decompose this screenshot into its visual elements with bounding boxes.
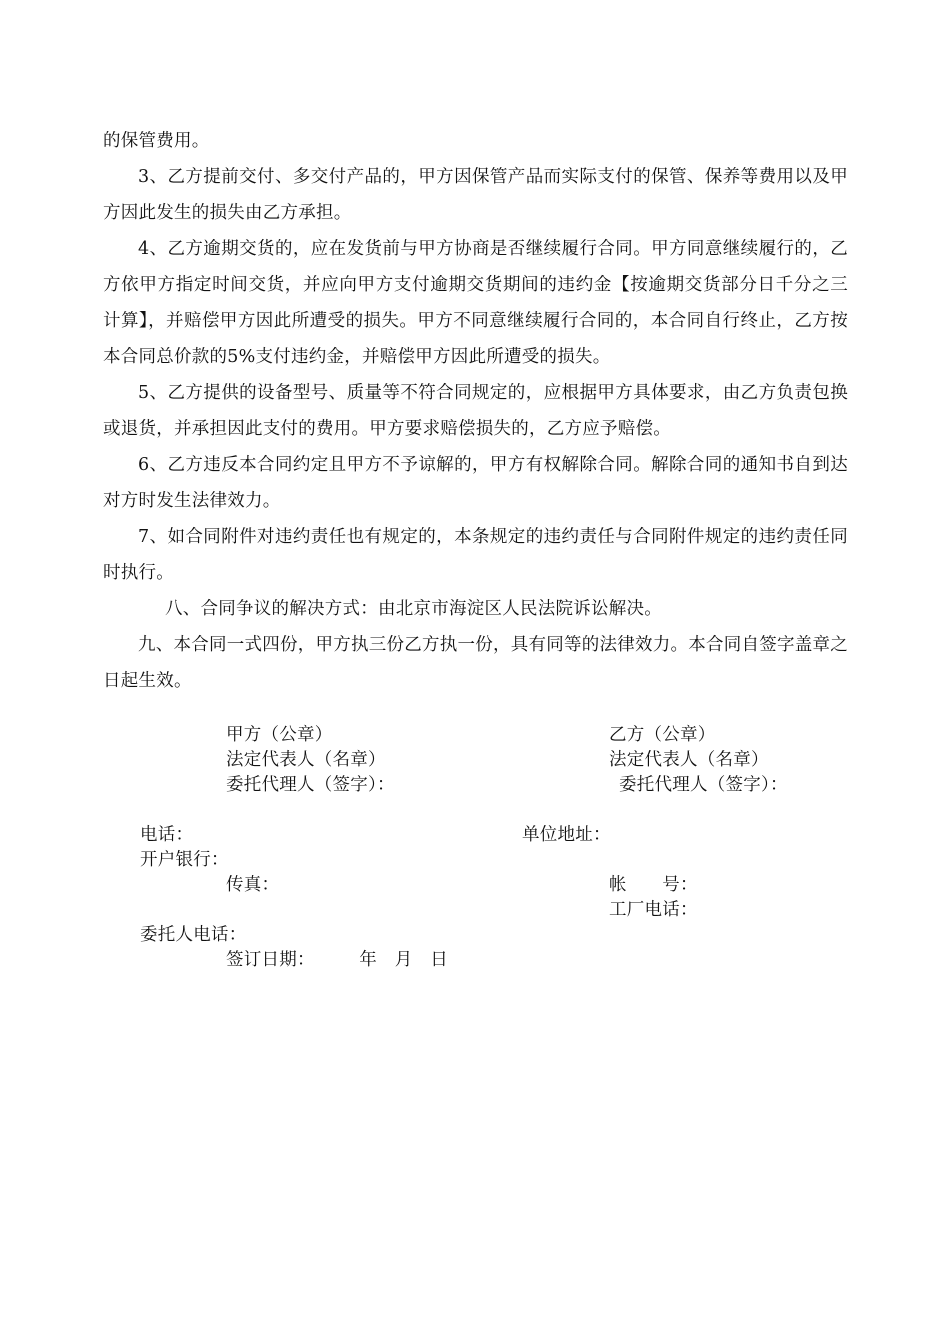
- clause-6-termination: 6、乙方违反本合同约定且甲方不予谅解的，甲方有权解除合同。解除合同的通知书自到达对方时发生法律效力。: [103, 455, 848, 511]
- clause-4-late-delivery: 4、乙方逾期交货的，应在发货前与甲方协商是否继续履行合同。甲方同意继续履行的，乙方依甲方指定时间交货，并应向甲方支付逾期交货期间的违约金【按逾期交货部分日千分之三计算】，并赔偿甲方因此所遭受的损失。甲方不同意继续履行合同的，本合同自行终止，乙方按本合同总价款的5%支付违约金，并赔偿甲方因此所遭受的损失。: [103, 239, 848, 367]
- paragraph-storage-fee-continued: 的保管费用。: [103, 131, 210, 151]
- fax-label: 传真：: [226, 875, 280, 895]
- clause-5-equipment-nonconformity: 5、乙方提供的设备型号、质量等不符合同规定的，应根据甲方具体要求，由乙方负责包换或退货，并承担因此支付的费用。甲方要求赔偿损失的，乙方应予赔偿。: [103, 383, 848, 439]
- party-b-seal-label: 乙方（公章）: [609, 725, 716, 745]
- phone-label: 电话：: [140, 825, 194, 845]
- party-a-seal-label: 甲方（公章）: [226, 725, 333, 745]
- bank-label: 开户银行：: [140, 850, 229, 870]
- party-b-legal-rep-label: 法定代表人（名章）: [609, 750, 769, 770]
- agent-phone-label: 委托人电话：: [140, 925, 247, 945]
- party-a-signature-block: [226, 723, 395, 798]
- signing-date-label: 签订日期： 年 月 日: [226, 950, 448, 970]
- unit-address-label: 单位地址：: [522, 825, 611, 845]
- clause-3-early-delivery: 3、乙方提前交付、多交付产品的，甲方因保管产品而实际支付的保管、保养等费用以及甲方因此发生的损失由乙方承担。: [103, 167, 848, 223]
- clause-7-attachment-liability: 7、如合同附件对违约责任也有规定的，本条规定的违约责任与合同附件规定的违约责任同时执行。: [103, 527, 848, 583]
- account-number-label: 帐 号：: [609, 875, 698, 895]
- party-a-legal-rep-label: 法定代表人（名章）: [226, 750, 386, 770]
- article-8-dispute-resolution: 八、合同争议的解决方式：由北京市海淀区人民法院诉讼解决。: [165, 599, 662, 619]
- article-9-copies-effectiveness: 九、本合同一式四份，甲方执三份乙方执一份，具有同等的法律效力。本合同自签字盖章之日起生效。: [103, 635, 848, 691]
- party-b-signature-block: [609, 723, 788, 798]
- factory-phone-label: 工厂电话：: [609, 900, 698, 920]
- party-b-agent-label: 委托代理人（签字）：: [619, 775, 788, 795]
- contract-body: [103, 123, 848, 699]
- party-a-agent-label: 委托代理人（签字）：: [226, 775, 395, 795]
